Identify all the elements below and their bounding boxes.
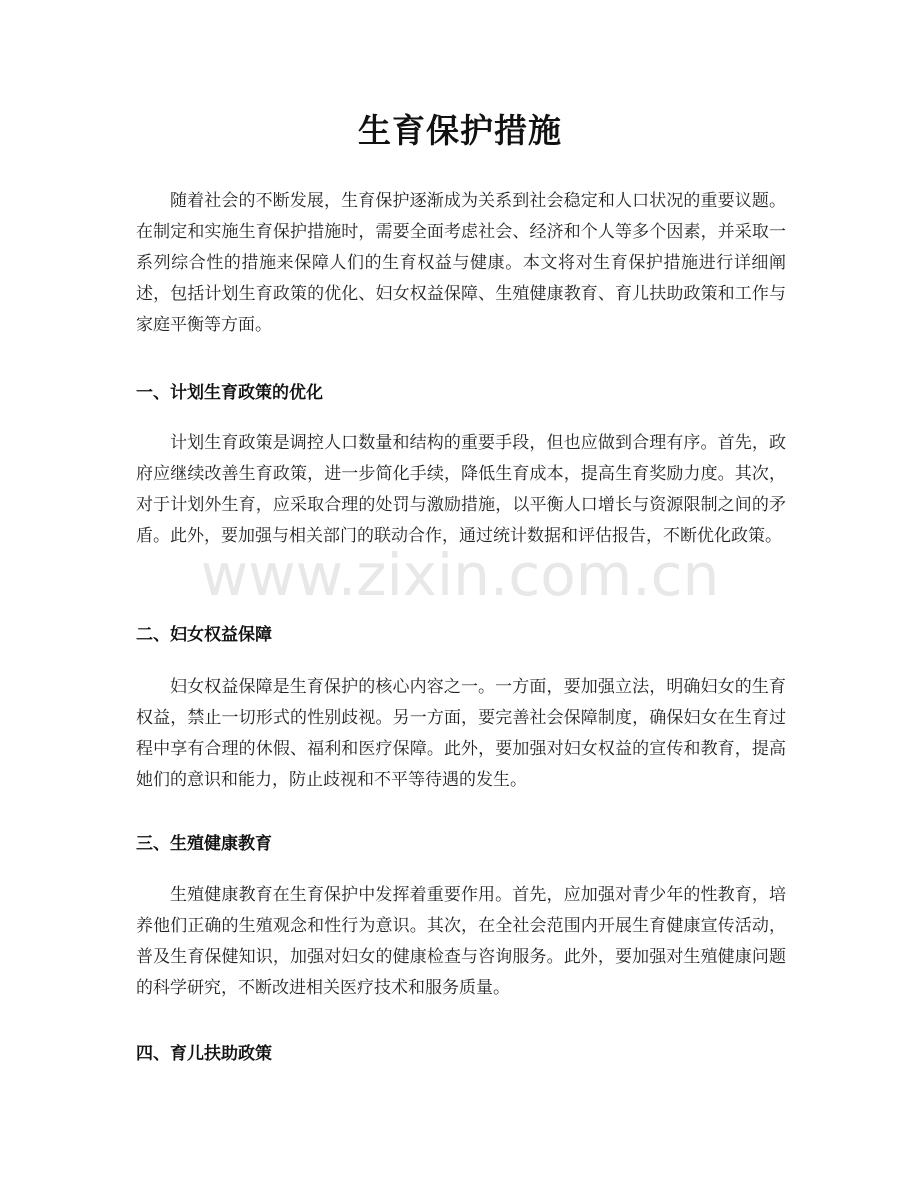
section-body-women-rights: 妇女权益保障是生育保护的核心内容之一。一方面，要加强立法，明确妇女的生育权益，禁止一切形式的性别歧视。另一方面，要完善社会保障制度，确保妇女在生育过程中享有合理的休假、福利和医疗保障。此外，要加强对妇女权益的宣传和教育，提高她们的意识和能力，防止歧视和不平等待遇的发生。 <box>136 677 786 790</box>
section-body-family-planning: 计划生育政策是调控人口数量和结构的重要手段，但也应做到合理有序。首先，政府应继续改善生育政策，进一步简化手续，降低生育成本，提高生育奖励力度。其次，对于计划外生育，应采取合理的处罚与激励措施，以平衡人口增长与资源限制之间的矛盾。此外，要加强与相关部门的联动合作，通过统计数据和评估报告，不断优化政策。 <box>136 433 786 546</box>
section-heading-women-rights: 二、妇女权益保障 <box>136 625 272 645</box>
page-title: 生育保护措施 <box>358 111 562 150</box>
watermark: www.zixin.com.cn <box>200 541 720 609</box>
section-heading-reproductive-health: 三、生殖健康教育 <box>136 834 272 854</box>
intro-paragraph: 随着社会的不断发展，生育保护逐渐成为关系到社会稳定和人口状况的重要议题。在制定和实施生育保护措施时，需要全面考虑社会、经济和个人等多个因素，并采取一系列综合性的措施来保障人们的生育权益与健康。本文将对生育保护措施进行详细阐述，包括计划生育政策的优化、妇女权益保障、生殖健康教育、育儿扶助政策和工作与家庭平衡等方面。 <box>136 191 786 335</box>
section-heading-childcare-support: 四、育儿扶助政策 <box>136 1044 272 1064</box>
section-heading-family-planning: 一、计划生育政策的优化 <box>136 383 323 403</box>
section-body-reproductive-health: 生殖健康教育在生育保护中发挥着重要作用。首先，应加强对青少年的性教育，培养他们正确的生殖观念和性行为意识。其次，在全社会范围内开展生育健康宣传活动，普及生育保健知识，加强对妇女的健康检查与咨询服务。此外，要加强对生殖健康问题的科学研究，不断改进相关医疗技术和服务质量。 <box>136 885 786 998</box>
